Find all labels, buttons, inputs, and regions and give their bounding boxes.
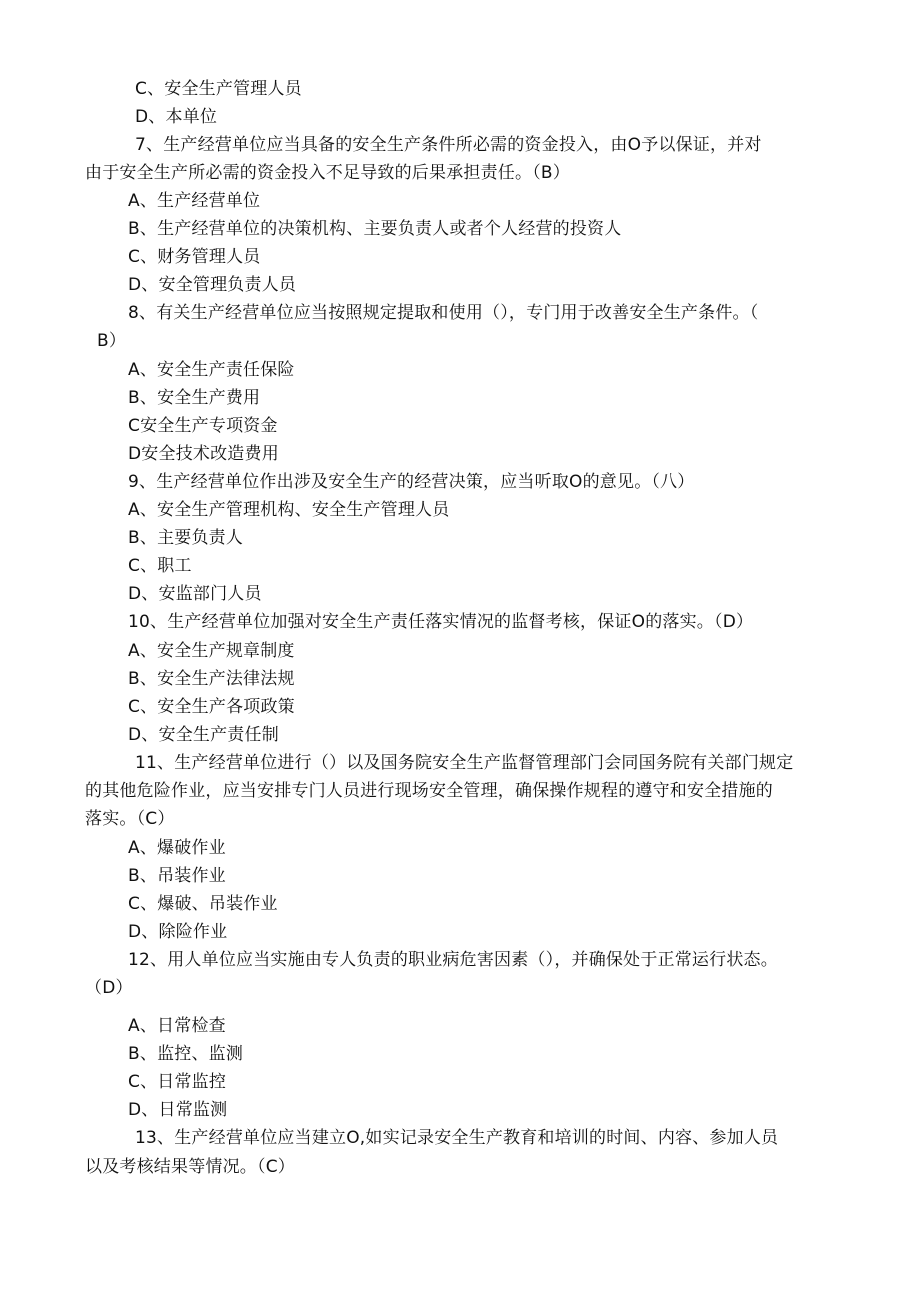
question-13-line-1: 13、生产经营单位应当建立O,如实记录安全生产教育和培训的时间、内容、参加人员	[135, 1128, 779, 1148]
option-d-q7: D、安全管理负责人员	[128, 275, 297, 295]
option-b-q10: B、安全生产法律法规	[128, 669, 295, 689]
option-d-q11: D、除险作业	[128, 922, 228, 942]
option-c-q12: C、日常监控	[128, 1072, 227, 1092]
option-a-q8: A、安全生产责任保险	[128, 360, 295, 380]
option-b-q12: B、监控、监测	[128, 1044, 244, 1064]
option-d-q10: D、安全生产责任制	[128, 725, 279, 745]
question-11-line-1: 11、生产经营单位进行（）以及国务院安全生产监督管理部门会同国务院有关部门规定	[135, 753, 794, 773]
question-13-line-2: 以及考核结果等情况。（C）	[85, 1157, 295, 1177]
question-8-line-2: B）	[97, 331, 127, 351]
question-7-line-1: 7、生产经营单位应当具备的安全生产条件所必需的资金投入，由O予以保证，并对	[135, 135, 762, 155]
option-b-q8: B、安全生产费用	[128, 388, 261, 408]
question-12-line-1: 12、用人单位应当实施由专人负责的职业病危害因素（），并确保处于正常运行状态。	[128, 950, 778, 970]
option-a-q11: A、爆破作业	[128, 838, 226, 858]
option-b-q9: B、主要负责人	[128, 528, 244, 548]
question-8-line-1: 8、有关生产经营单位应当按照规定提取和使用（），专门用于改善安全生产条件。（	[128, 303, 759, 323]
question-7-line-2: 由于安全生产所必需的资金投入不足导致的后果承担责任。（B）	[85, 163, 570, 183]
option-a-q10: A、安全生产规章制度	[128, 641, 295, 661]
option-b-q11: B、吊装作业	[128, 866, 226, 886]
option-c-q7: C、财务管理人员	[128, 247, 261, 267]
option-c-q8: C安全生产专项资金	[128, 416, 278, 436]
option-b-q7: B、生产经营单位的决策机构、主要负责人或者个人经营的投资人	[128, 219, 622, 239]
option-c-q9: C、职工	[128, 556, 192, 576]
question-10-line-1: 10、生产经营单位加强对安全生产责任落实情况的监督考核，保证O的落实。（D）	[128, 612, 754, 632]
option-d-q8: D安全技术改造费用	[128, 444, 279, 464]
option-a-q7: A、生产经营单位	[128, 191, 261, 211]
option-d-q12: D、日常监测	[128, 1100, 228, 1120]
option-c-q11: C、爆破、吊装作业	[128, 894, 278, 914]
question-11-line-2: 的其他危险作业，应当安排专门人员进行现场安全管理，确保操作规程的遵守和安全措施的	[85, 781, 773, 801]
option-a-q12: A、日常检查	[128, 1016, 226, 1036]
question-12-line-2: （D）	[85, 978, 133, 998]
option-c-q10: C、安全生产各项政策	[128, 697, 295, 717]
option-d-q9: D、安监部门人员	[128, 584, 262, 604]
option-c-q6: C、安全生产管理人员	[135, 79, 302, 99]
question-11-line-3: 落实。（C）	[85, 809, 175, 829]
question-9-line-1: 9、生产经营单位作出涉及安全生产的经营决策，应当听取O的意见。（八）	[128, 472, 695, 492]
option-d-q6: D、本单位	[135, 107, 218, 127]
option-a-q9: A、安全生产管理机构、安全生产管理人员	[128, 500, 450, 520]
